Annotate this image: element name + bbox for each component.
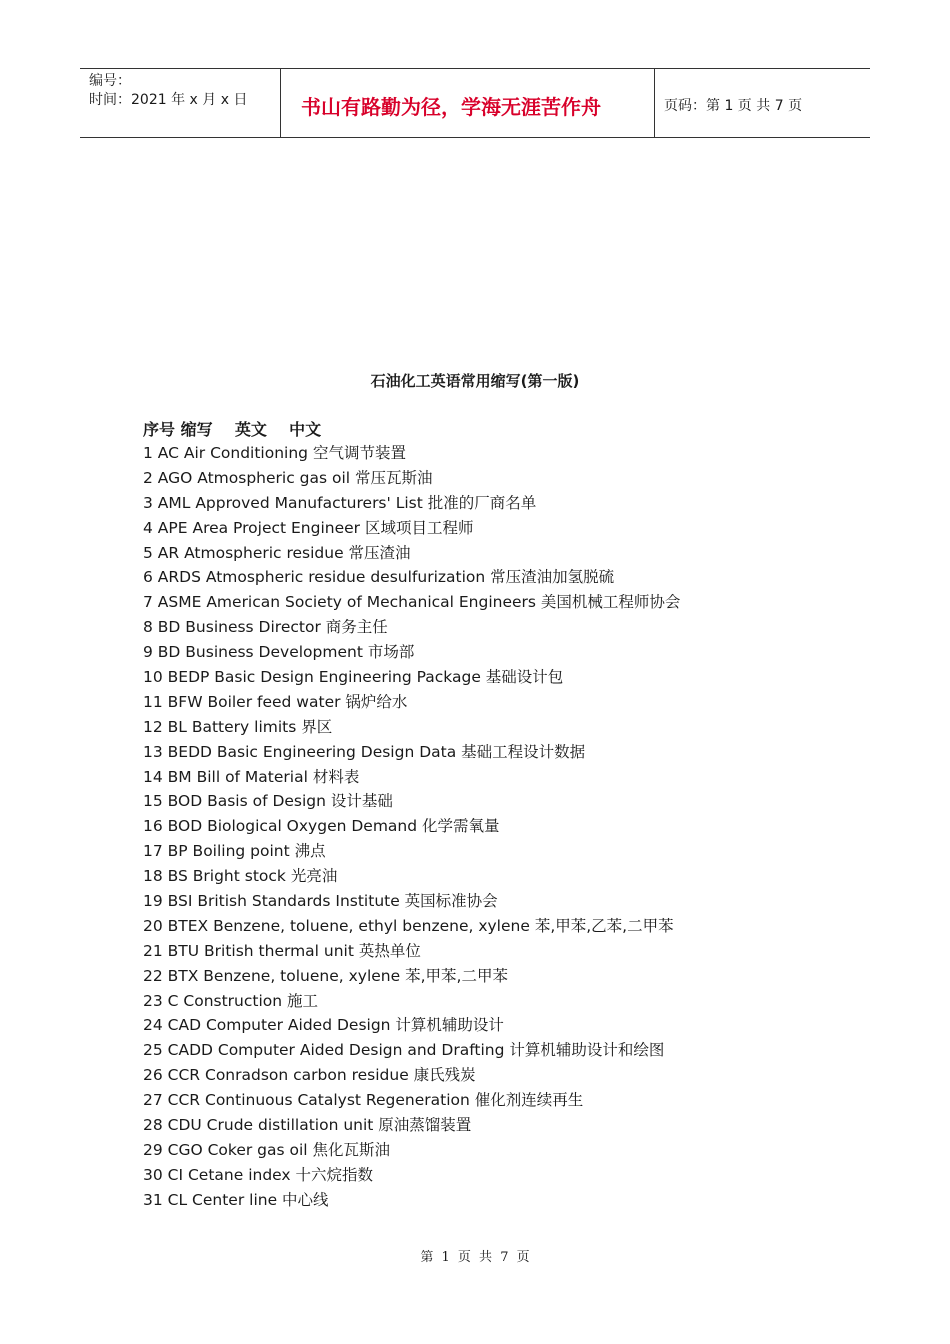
list-item: 10 BEDP Basic Design Engineering Package 基础设计包 <box>143 668 564 687</box>
list-item: 25 CADD Computer Aided Design and Drafting 计算机辅助设计和绘图 <box>143 1041 665 1060</box>
list-item: 9 BD Business Development 市场部 <box>143 643 415 662</box>
list-item: 11 BFW Boiler feed water 锅炉给水 <box>143 692 408 711</box>
abbreviation-list <box>143 441 680 1213</box>
document-title: 石油化工英语常用缩写(第一版) <box>370 372 580 390</box>
list-item: 30 CI Cetane index 十六烷指数 <box>143 1165 374 1184</box>
list-item: 24 CAD Computer Aided Design 计算机辅助设计 <box>143 1016 504 1035</box>
list-item: 4 APE Area Project Engineer 区域项目工程师 <box>143 518 474 537</box>
list-item: 19 BSI British Standards Institute 英国标准协会 <box>143 892 498 911</box>
list-item: 29 CGO Coker gas oil 焦化瓦斯油 <box>143 1140 391 1159</box>
list-item: 26 CCR Conradson carbon residue 康氏残炭 <box>143 1066 476 1085</box>
header-meta <box>80 69 281 137</box>
page-header <box>80 68 870 138</box>
list-item: 13 BEDD Basic Engineering Design Data 基础工程设计数据 <box>143 742 586 761</box>
list-item: 23 C Construction 施工 <box>143 991 319 1010</box>
list-item: 8 BD Business Director 商务主任 <box>143 618 388 637</box>
list-item: 31 CL Center line 中心线 <box>143 1190 329 1209</box>
list-item: 28 CDU Crude distillation unit 原油蒸馏装置 <box>143 1116 472 1135</box>
document-date: 时间：2021 年 x 月 x 日 <box>89 92 248 108</box>
list-item: 20 BTEX Benzene, toluene, ethyl benzene, xylene 苯,甲苯,乙苯,二甲苯 <box>143 916 674 935</box>
header-motto: 书山有路勤为径，学海无涯苦作舟 <box>281 69 655 137</box>
page-footer: 第 1 页 共 7 页 <box>420 1250 530 1265</box>
list-item: 1 AC Air Conditioning 空气调节装置 <box>143 444 406 462</box>
document-number-label: 编号： <box>89 73 131 89</box>
list-item: 27 CCR Continuous Catalyst Regeneration 催化剂连续再生 <box>143 1091 584 1110</box>
list-item: 7 ASME American Society of Mechanical Engineers 美国机械工程师协会 <box>143 593 681 612</box>
list-item: 5 AR Atmospheric residue 常压渣油 <box>143 543 411 562</box>
list-item: 21 BTU British thermal unit 英热单位 <box>143 941 421 960</box>
list-item: 16 BOD Biological Oxygen Demand 化学需氧量 <box>143 817 500 836</box>
list-item: 15 BOD Basis of Design 设计基础 <box>143 792 393 811</box>
columns-header: 序号 缩写 英文 中文 <box>143 420 322 439</box>
list-item: 6 ARDS Atmospheric residue desulfurization 常压渣油加氢脱硫 <box>143 568 615 587</box>
header-page-info: 页码：第 1 页 共 7 页 <box>664 98 803 114</box>
list-item: 17 BP Boiling point 沸点 <box>143 842 326 861</box>
list-item: 22 BTX Benzene, toluene, xylene 苯,甲苯,二甲苯 <box>143 966 508 985</box>
list-item: 14 BM Bill of Material 材料表 <box>143 767 360 786</box>
list-item: 12 BL Battery limits 界区 <box>143 717 333 736</box>
list-item: 3 AML Approved Manufacturers' List 批准的厂商名单 <box>143 493 537 512</box>
list-item: 2 AGO Atmospheric gas oil 常压瓦斯油 <box>143 468 433 487</box>
list-item: 18 BS Bright stock 光亮油 <box>143 867 338 886</box>
